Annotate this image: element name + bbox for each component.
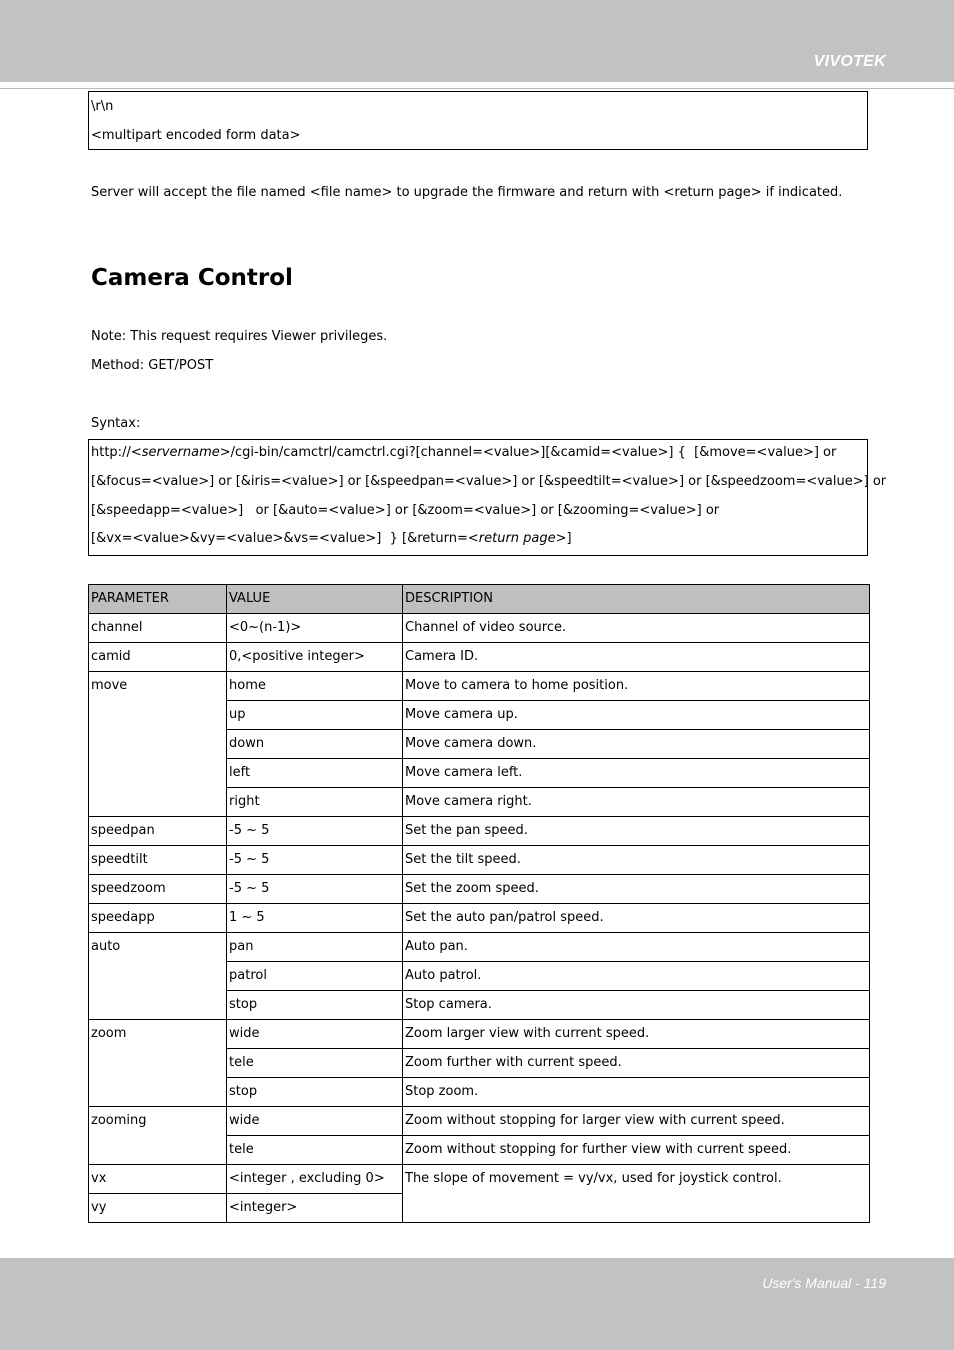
description-cell: Channel of video source.	[403, 614, 870, 643]
value-cell: left	[227, 759, 403, 788]
privilege-note: Note: This request requires Viewer privileges.	[91, 329, 388, 344]
page-number: User's Manual - 119	[762, 1275, 886, 1291]
description-cell: Move camera right.	[403, 788, 870, 817]
footer-band	[0, 1258, 954, 1350]
value-cell: <0~(n-1)>	[227, 614, 403, 643]
value-cell: wide	[227, 1020, 403, 1049]
table-row	[89, 672, 870, 701]
description-cell: Camera ID.	[403, 643, 870, 672]
value-cell: stop	[227, 1078, 403, 1107]
description-cell: Set the zoom speed.	[403, 875, 870, 904]
value-cell: home	[227, 672, 403, 701]
value-cell: 1 ~ 5	[227, 904, 403, 933]
description-cell: Zoom without stopping for further view with current speed.	[403, 1136, 870, 1165]
table-row	[89, 817, 870, 846]
code-line: <multipart encoded form data>	[91, 128, 301, 143]
form-data-box	[88, 91, 868, 150]
description-cell: Move camera down.	[403, 730, 870, 759]
param-cell: move	[89, 672, 227, 817]
description-cell: Move camera up.	[403, 701, 870, 730]
description-cell: Stop camera.	[403, 991, 870, 1020]
description-cell: Auto patrol.	[403, 962, 870, 991]
description-cell: Zoom without stopping for larger view with current speed.	[403, 1107, 870, 1136]
syntax-line: http://<servername>/cgi-bin/camctrl/camctrl.cgi?[channel=<value>][&camid=<value>] { [&move=<value>] or	[91, 445, 837, 460]
param-cell: speedapp	[89, 904, 227, 933]
syntax-label: Syntax:	[91, 416, 141, 431]
value-cell: <integer>	[227, 1194, 403, 1223]
param-cell: auto	[89, 933, 227, 1020]
value-cell: up	[227, 701, 403, 730]
param-cell: zoom	[89, 1020, 227, 1107]
table-row	[89, 614, 870, 643]
description-cell: Move camera left.	[403, 759, 870, 788]
description-cell: The slope of movement = vy/vx, used for joystick control.	[403, 1165, 870, 1223]
param-cell: vy	[89, 1194, 227, 1223]
description-cell: Set the tilt speed.	[403, 846, 870, 875]
value-cell: -5 ~ 5	[227, 846, 403, 875]
description-cell: Stop zoom.	[403, 1078, 870, 1107]
value-cell: tele	[227, 1049, 403, 1078]
table-row	[89, 904, 870, 933]
table-row	[89, 1020, 870, 1049]
table-row	[89, 1107, 870, 1136]
server-note: Server will accept the file named <file name> to upgrade the firmware and return with <return page> if indicated.	[91, 185, 843, 200]
table-header-row	[89, 585, 870, 614]
table-row	[89, 1165, 870, 1194]
table-row	[89, 643, 870, 672]
param-cell: speedpan	[89, 817, 227, 846]
value-cell: wide	[227, 1107, 403, 1136]
description-cell: Set the pan speed.	[403, 817, 870, 846]
description-cell: Set the auto pan/patrol speed.	[403, 904, 870, 933]
parameter-table	[88, 584, 870, 1223]
method-note: Method: GET/POST	[91, 358, 214, 373]
value-cell: <integer , excluding 0>	[227, 1165, 403, 1194]
value-cell: down	[227, 730, 403, 759]
param-cell: speedtilt	[89, 846, 227, 875]
value-cell: patrol	[227, 962, 403, 991]
description-cell: Zoom larger view with current speed.	[403, 1020, 870, 1049]
syntax-line: [&vx=<value>&vy=<value>&vs=<value>] } [&return=<return page>]	[91, 531, 572, 546]
param-cell: camid	[89, 643, 227, 672]
value-cell: 0,<positive integer>	[227, 643, 403, 672]
description-cell: Zoom further with current speed.	[403, 1049, 870, 1078]
column-header: PARAMETER	[89, 585, 227, 614]
header-divider	[0, 88, 954, 89]
section-title: Camera Control	[91, 265, 293, 291]
description-cell: Auto pan.	[403, 933, 870, 962]
column-header: VALUE	[227, 585, 403, 614]
param-cell: zooming	[89, 1107, 227, 1165]
table-row	[89, 933, 870, 962]
column-header: DESCRIPTION	[403, 585, 870, 614]
value-cell: -5 ~ 5	[227, 875, 403, 904]
param-cell: speedzoom	[89, 875, 227, 904]
table-row	[89, 846, 870, 875]
value-cell: right	[227, 788, 403, 817]
value-cell: pan	[227, 933, 403, 962]
header-band	[0, 0, 954, 82]
code-line: \r\n	[91, 99, 114, 114]
syntax-line: [&focus=<value>] or [&iris=<value>] or [&speedpan=<value>] or [&speedtilt=<value>] or [&speedzoom=<value>] or	[91, 474, 887, 489]
table-row	[89, 875, 870, 904]
description-cell: Move to camera to home position.	[403, 672, 870, 701]
syntax-line: [&speedapp=<value>] or [&auto=<value>] or [&zoom=<value>] or [&zooming=<value>] or	[91, 503, 720, 518]
brand-logo: VIVOTEK	[813, 53, 886, 70]
value-cell: stop	[227, 991, 403, 1020]
value-cell: tele	[227, 1136, 403, 1165]
value-cell: -5 ~ 5	[227, 817, 403, 846]
param-cell: channel	[89, 614, 227, 643]
param-cell: vx	[89, 1165, 227, 1194]
syntax-box	[88, 439, 887, 556]
